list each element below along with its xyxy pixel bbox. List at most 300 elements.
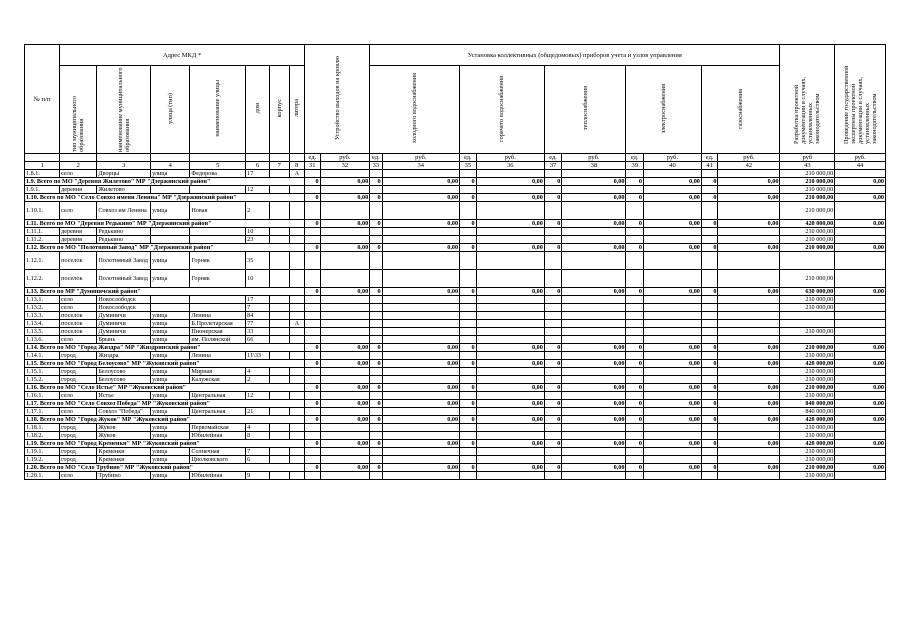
zero-rub: 0,00 <box>644 194 702 202</box>
unit-ed: ед. <box>544 154 562 162</box>
zero-rub: 0,00 <box>320 344 370 352</box>
zero-rub: 0,00 <box>320 440 370 448</box>
empty-cell <box>644 170 702 178</box>
expertise-sum: 0,00 <box>835 400 886 408</box>
empty-cell <box>644 304 702 312</box>
empty-cell <box>382 328 460 336</box>
street-type <box>151 228 190 236</box>
zero-ed: 0 <box>460 360 477 368</box>
expertise-sum: 0,00 <box>835 416 886 424</box>
expertise-sum <box>835 296 886 304</box>
korpus <box>269 368 289 376</box>
zero-ed: 0 <box>701 178 718 186</box>
zero-rub: 0,00 <box>476 194 544 202</box>
empty-cell <box>562 352 626 360</box>
col-number: 2 <box>60 162 97 170</box>
row-number: 1.12.2. <box>25 270 60 288</box>
empty-cell <box>718 236 780 244</box>
house: 84 <box>246 312 270 320</box>
street-type: улица <box>151 456 190 464</box>
empty-cell <box>370 304 382 312</box>
empty-cell <box>382 312 460 320</box>
mo-type: город <box>60 424 97 432</box>
street-type: улица <box>151 170 190 178</box>
street-type: улица <box>151 376 190 384</box>
empty-cell <box>320 312 370 320</box>
subtotal-label: 1.11. Всего по МО "Деревня Редькино" МР "Дзержинский район" <box>25 220 305 228</box>
empty-cell <box>370 252 382 270</box>
empty-cell <box>320 336 370 344</box>
unit-ed: ед. <box>701 154 718 162</box>
street-type: улица <box>151 252 190 270</box>
litera <box>289 312 305 320</box>
empty-cell <box>562 270 626 288</box>
empty-cell <box>320 368 370 376</box>
zero-rub: 0,00 <box>320 464 370 472</box>
mo-type: поселок <box>60 252 97 270</box>
house: 9 <box>246 472 270 480</box>
unit-blank <box>25 154 60 162</box>
house: 66 <box>246 336 270 344</box>
subtotal-label: 1.10. Всего по МО "Село Совхоз имени Ленина" МР "Дзержинский район" <box>25 194 305 202</box>
empty-cell <box>626 432 644 440</box>
zero-rub: 0,00 <box>644 344 702 352</box>
empty-cell <box>305 328 321 336</box>
empty-cell <box>305 270 321 288</box>
mo-name: Редькино <box>97 228 151 236</box>
zero-rub: 0,00 <box>644 384 702 392</box>
street-type: улица <box>151 368 190 376</box>
litera <box>289 270 305 288</box>
expertise-sum <box>835 424 886 432</box>
empty-cell <box>476 328 544 336</box>
col-number: 32 <box>320 162 370 170</box>
table-row <box>25 352 886 360</box>
expertise-sum: 0,00 <box>835 244 886 252</box>
subtotal-row <box>25 464 886 472</box>
empty-cell <box>460 252 477 270</box>
empty-cell <box>460 312 477 320</box>
subtotal-row <box>25 384 886 392</box>
empty-cell <box>701 376 718 384</box>
empty-cell <box>476 376 544 384</box>
design-header: Разработка проектной документации в случаях, установленных законодательством <box>780 45 835 154</box>
street-name <box>190 228 246 236</box>
meter-col-header <box>626 66 701 154</box>
expertise-sum <box>835 252 886 270</box>
empty-cell <box>460 304 477 312</box>
street-type: улица <box>151 472 190 480</box>
empty-cell <box>460 228 477 236</box>
zero-rub: 0,00 <box>320 360 370 368</box>
empty-cell <box>562 432 626 440</box>
row-number: 1.19.2. <box>25 456 60 464</box>
zero-ed: 0 <box>370 344 382 352</box>
zero-ed: 0 <box>701 400 718 408</box>
table-row <box>25 368 886 376</box>
design-sum: 210 000,00 <box>780 456 835 464</box>
empty-cell <box>370 408 382 416</box>
zero-ed: 0 <box>626 244 644 252</box>
empty-cell <box>305 304 321 312</box>
empty-cell <box>701 236 718 244</box>
zero-rub: 0,00 <box>718 400 780 408</box>
expertise-sum <box>835 202 886 220</box>
empty-cell <box>562 392 626 400</box>
empty-cell <box>370 312 382 320</box>
expertise-sum <box>835 456 886 464</box>
empty-cell <box>644 336 702 344</box>
street-type: улица <box>151 448 190 456</box>
house: 2 <box>246 376 270 384</box>
col-number: 4 <box>151 162 190 170</box>
subtotal-label: 1.12. Всего по МО "Полотняный Завод" МР "Дзержинский район" <box>25 244 305 252</box>
house: 35 <box>246 252 270 270</box>
empty-cell <box>562 228 626 236</box>
row-number: 1.11.1. <box>25 228 60 236</box>
house: 12 <box>246 392 270 400</box>
empty-cell <box>644 424 702 432</box>
empty-cell <box>701 352 718 360</box>
empty-cell <box>544 304 562 312</box>
col-number: 41 <box>701 162 718 170</box>
empty-cell <box>382 352 460 360</box>
table-row <box>25 472 886 480</box>
litera <box>289 296 305 304</box>
design-sum <box>780 252 835 270</box>
empty-cell <box>305 312 321 320</box>
empty-cell <box>701 320 718 328</box>
col-number: 40 <box>644 162 702 170</box>
design-sum: 210 000,00 <box>780 244 835 252</box>
empty-cell <box>701 432 718 440</box>
mo-type: деревня <box>60 236 97 244</box>
empty-cell <box>305 392 321 400</box>
litera <box>289 424 305 432</box>
table-row <box>25 408 886 416</box>
zero-ed: 0 <box>544 244 562 252</box>
empty-cell <box>544 424 562 432</box>
empty-cell <box>718 424 780 432</box>
empty-cell <box>544 270 562 288</box>
empty-cell <box>644 408 702 416</box>
empty-cell <box>370 336 382 344</box>
subtotal-label: 1.18. Всего по МО "Город Жуков" МР "Жуковский район" <box>25 416 305 424</box>
empty-cell <box>544 202 562 220</box>
col-number: 34 <box>382 162 460 170</box>
empty-cell <box>382 424 460 432</box>
table-row <box>25 432 886 440</box>
address-col-label: литера <box>293 99 301 118</box>
litera <box>289 186 305 194</box>
litera <box>289 304 305 312</box>
empty-cell <box>718 312 780 320</box>
empty-cell <box>382 448 460 456</box>
empty-cell <box>544 252 562 270</box>
col-number: 6 <box>246 162 270 170</box>
empty-cell <box>320 236 370 244</box>
house: 4 <box>246 368 270 376</box>
subtotal-label: 1.14. Всего по МО "Город Жиздра" МР "Жиздринский район" <box>25 344 305 352</box>
unit-rub: руб. <box>644 154 702 162</box>
empty-cell <box>305 320 321 328</box>
zero-ed: 0 <box>544 384 562 392</box>
address-col-label: корпус <box>275 99 283 118</box>
mo-name: Совхоз им Ленина <box>97 202 151 220</box>
house: 2 <box>246 202 270 220</box>
korpus <box>269 352 289 360</box>
row-number: 1.13.1. <box>25 296 60 304</box>
mo-name: Думиничи <box>97 312 151 320</box>
street-name: Горняк <box>190 270 246 288</box>
litera <box>289 408 305 416</box>
korpus <box>269 424 289 432</box>
mo-type: поселок <box>60 328 97 336</box>
table-row <box>25 320 886 328</box>
empty-cell <box>701 424 718 432</box>
zero-rub: 0,00 <box>320 400 370 408</box>
zero-rub: 0,00 <box>562 178 626 186</box>
zero-ed: 0 <box>544 194 562 202</box>
empty-cell <box>305 432 321 440</box>
empty-cell <box>305 368 321 376</box>
empty-cell <box>382 408 460 416</box>
col-number: 31 <box>305 162 321 170</box>
empty-cell <box>476 432 544 440</box>
empty-cell <box>382 432 460 440</box>
empty-cell <box>718 320 780 328</box>
col-number: 42 <box>718 162 780 170</box>
empty-cell <box>644 328 702 336</box>
empty-cell <box>320 252 370 270</box>
street-name: Центральная <box>190 392 246 400</box>
litera <box>289 236 305 244</box>
row-number: 1.16.1. <box>25 392 60 400</box>
empty-cell <box>305 376 321 384</box>
design-sum: 420 000,00 <box>780 440 835 448</box>
empty-cell <box>460 336 477 344</box>
design-sum: 210 000,00 <box>780 448 835 456</box>
zero-rub: 0,00 <box>320 416 370 424</box>
subtotal-row <box>25 244 886 252</box>
row-number: 1.18.1. <box>25 424 60 432</box>
zero-ed: 0 <box>626 384 644 392</box>
zero-ed: 0 <box>460 440 477 448</box>
design-sum: 420 000,00 <box>780 416 835 424</box>
empty-cell <box>562 336 626 344</box>
row-number: 1.8.1. <box>25 170 60 178</box>
empty-cell <box>320 456 370 464</box>
empty-cell <box>701 392 718 400</box>
table-row <box>25 448 886 456</box>
empty-cell <box>305 170 321 178</box>
design-sum: 210 000,00 <box>780 296 835 304</box>
empty-cell <box>544 236 562 244</box>
empty-cell <box>476 312 544 320</box>
empty-cell <box>544 328 562 336</box>
empty-cell <box>460 368 477 376</box>
zero-rub: 0,00 <box>382 400 460 408</box>
mo-name: Совхоз "Победа" <box>97 408 151 416</box>
col-number: 38 <box>562 162 626 170</box>
mo-name: Кременки <box>97 448 151 456</box>
empty-cell <box>544 472 562 480</box>
zero-ed: 0 <box>305 344 321 352</box>
empty-cell <box>544 368 562 376</box>
korpus <box>269 472 289 480</box>
mo-type: село <box>60 472 97 480</box>
empty-cell <box>476 320 544 328</box>
zero-rub: 0,00 <box>644 464 702 472</box>
table-row <box>25 336 886 344</box>
empty-cell <box>718 432 780 440</box>
empty-cell <box>305 202 321 220</box>
empty-cell <box>370 352 382 360</box>
empty-cell <box>382 296 460 304</box>
empty-cell <box>562 408 626 416</box>
expertise-sum: 0,00 <box>835 178 886 186</box>
zero-rub: 0,00 <box>476 288 544 296</box>
col-number: 35 <box>460 162 477 170</box>
zero-rub: 0,00 <box>718 464 780 472</box>
zero-ed: 0 <box>370 464 382 472</box>
empty-cell <box>320 170 370 178</box>
design-sum <box>780 336 835 344</box>
empty-cell <box>305 296 321 304</box>
empty-cell <box>460 328 477 336</box>
design-sum: 210 000,00 <box>780 194 835 202</box>
korpus <box>269 456 289 464</box>
zero-ed: 0 <box>305 178 321 186</box>
empty-cell <box>305 228 321 236</box>
empty-cell <box>544 228 562 236</box>
expertise-sum <box>835 432 886 440</box>
row-number: 1.19.1. <box>25 448 60 456</box>
zero-ed: 0 <box>460 384 477 392</box>
subtotal-row <box>25 400 886 408</box>
col-number: 39 <box>626 162 644 170</box>
korpus <box>269 170 289 178</box>
zero-rub: 0,00 <box>562 244 626 252</box>
mo-name: Белоусово <box>97 368 151 376</box>
korpus <box>269 448 289 456</box>
table-row <box>25 186 886 194</box>
zero-ed: 0 <box>305 440 321 448</box>
table-header <box>25 45 886 170</box>
empty-cell <box>626 304 644 312</box>
mo-name: Редькино <box>97 236 151 244</box>
unit-blank <box>289 154 305 162</box>
table-row <box>25 392 886 400</box>
empty-cell <box>644 236 702 244</box>
zero-ed: 0 <box>305 400 321 408</box>
street-type: улица <box>151 424 190 432</box>
empty-cell <box>370 170 382 178</box>
empty-cell <box>626 368 644 376</box>
empty-cell <box>626 392 644 400</box>
design-sum: 840 000,00 <box>780 400 835 408</box>
empty-cell <box>626 408 644 416</box>
row-number: 1.10.1. <box>25 202 60 220</box>
zero-rub: 0,00 <box>562 400 626 408</box>
mo-name: Жуков <box>97 424 151 432</box>
empty-cell <box>476 202 544 220</box>
empty-cell <box>626 456 644 464</box>
row-number: 1.15.1. <box>25 368 60 376</box>
empty-cell <box>644 296 702 304</box>
subtotal-label: 1.17. Всего по МО "Село Совхоз Победа" МР "Жуковский район" <box>25 400 305 408</box>
design-sum: 420 000,00 <box>780 220 835 228</box>
street-type: улица <box>151 392 190 400</box>
zero-ed: 0 <box>370 220 382 228</box>
subtotal-row <box>25 344 886 352</box>
address-col-header <box>151 66 190 154</box>
house: 4 <box>246 424 270 432</box>
zero-rub: 0,00 <box>382 360 460 368</box>
expertise-sum: 0,00 <box>835 288 886 296</box>
empty-cell <box>718 228 780 236</box>
expertise-sum <box>835 312 886 320</box>
empty-cell <box>370 328 382 336</box>
table-row <box>25 376 886 384</box>
zero-rub: 0,00 <box>476 416 544 424</box>
address-col-header <box>246 66 270 154</box>
street-name: Первомайская <box>190 424 246 432</box>
empty-cell <box>460 320 477 328</box>
korpus <box>269 202 289 220</box>
zero-ed: 0 <box>370 416 382 424</box>
empty-cell <box>562 328 626 336</box>
korpus <box>269 186 289 194</box>
korpus <box>269 432 289 440</box>
empty-cell <box>562 202 626 220</box>
design-sum: 840 000,00 <box>780 408 835 416</box>
empty-cell <box>718 270 780 288</box>
empty-cell <box>320 304 370 312</box>
house: 7 <box>246 448 270 456</box>
empty-cell <box>562 312 626 320</box>
empty-cell <box>644 432 702 440</box>
zero-rub: 0,00 <box>562 416 626 424</box>
empty-cell <box>460 448 477 456</box>
empty-cell <box>382 236 460 244</box>
street-type: улица <box>151 320 190 328</box>
empty-cell <box>460 408 477 416</box>
street-name <box>190 236 246 244</box>
zero-ed: 0 <box>370 244 382 252</box>
empty-cell <box>562 304 626 312</box>
zero-ed: 0 <box>305 288 321 296</box>
empty-cell <box>460 236 477 244</box>
meter-col-header <box>370 66 460 154</box>
empty-cell <box>305 252 321 270</box>
mo-type: город <box>60 432 97 440</box>
expertise-sum <box>835 228 886 236</box>
empty-cell <box>460 270 477 288</box>
zero-ed: 0 <box>544 220 562 228</box>
zero-rub: 0,00 <box>718 344 780 352</box>
address-col-label: наименование улицы <box>214 80 222 137</box>
zero-ed: 0 <box>544 360 562 368</box>
mo-name: Жуков <box>97 432 151 440</box>
empty-cell <box>370 448 382 456</box>
empty-cell <box>718 336 780 344</box>
row-number: 1.17.1. <box>25 408 60 416</box>
zero-rub: 0,00 <box>320 220 370 228</box>
expertise-sum: 0,00 <box>835 360 886 368</box>
street-name: Горняк <box>190 252 246 270</box>
empty-cell <box>626 448 644 456</box>
